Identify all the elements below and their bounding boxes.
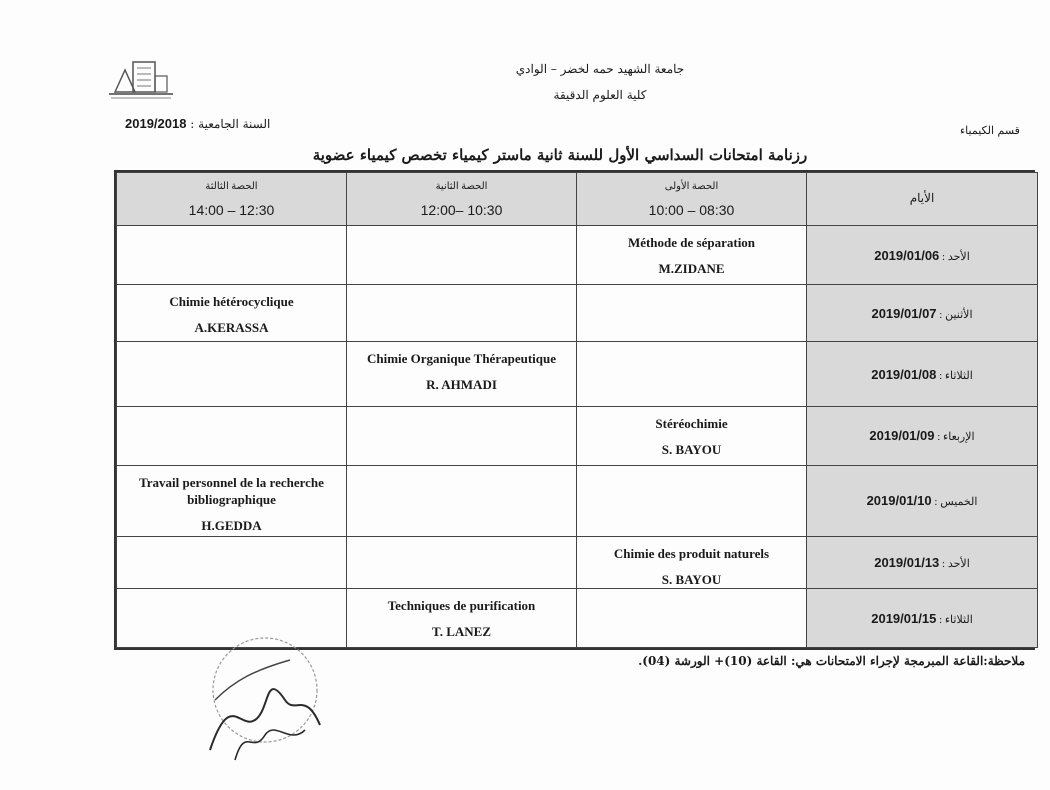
table-row [117, 465, 1038, 536]
exam-cell-s2 [347, 589, 577, 648]
day-name: الأحد : [942, 250, 970, 263]
exam-cell-s1 [577, 536, 807, 589]
professor-name: S. BAYOU [661, 571, 722, 587]
exam-cell-s3 [117, 285, 347, 342]
slot-1-header [577, 173, 807, 226]
table-row [117, 342, 1038, 407]
course-name: Chimie des produit naturels [613, 545, 770, 561]
exam-schedule-table [114, 170, 1035, 650]
exam-cell-s2 [347, 406, 577, 465]
exam-cell-s2 [347, 536, 577, 589]
day-cell [807, 406, 1038, 465]
exam-cell-s3 [117, 342, 347, 407]
exam-cell-s3 [117, 536, 347, 589]
professor-name: T. LANEZ [432, 624, 491, 640]
days-header: الأيام [807, 173, 1038, 226]
day-cell [807, 285, 1038, 342]
exam-date: 2019/01/08 [871, 366, 937, 382]
academic-year-label: السنة الجامعية : [190, 117, 271, 131]
exam-cell-s2 [347, 465, 577, 536]
professor-name: H.GEDDA [201, 517, 262, 533]
course-name: Méthode de séparation [627, 234, 756, 250]
table-row [117, 406, 1038, 465]
exam-cell-s1 [577, 342, 807, 407]
slot-2-header [347, 173, 577, 226]
exam-cell-s1 [577, 465, 807, 536]
exam-date: 2019/01/07 [871, 305, 937, 321]
page-title: رزنامة امتحانات السداسي الأول للسنة ثانية ماستر كيمياء تخصص كيمياء عضوية [312, 146, 808, 164]
table-header-row [117, 173, 1038, 226]
exam-date: 2019/01/10 [866, 493, 932, 509]
table-row [117, 536, 1038, 589]
day-cell [807, 225, 1038, 285]
slot-3-header [117, 173, 347, 226]
day-name: الخميس : [934, 496, 978, 509]
exam-cell-s1 [577, 285, 807, 342]
day-cell [807, 465, 1038, 536]
day-cell [807, 536, 1038, 589]
exam-cell-s3 [117, 406, 347, 465]
note: ملاحظة:القاعة المبرمجة لإجراء الامتحانات هي: القاعة (10)+ الورشة (04). [638, 654, 1025, 668]
day-name: الأحد : [942, 557, 970, 570]
day-name: الثلاثاء : [939, 369, 973, 382]
slot-1-label: الحصة الأولى [664, 181, 719, 192]
exam-date: 2019/01/06 [874, 247, 940, 263]
exam-cell-s1 [577, 406, 807, 465]
professor-name: M.ZIDANE [658, 260, 725, 276]
exam-date: 2019/01/13 [874, 554, 940, 570]
exam-cell-s1 [577, 225, 807, 285]
exam-cell-s2 [347, 342, 577, 407]
academic-year-value: 2019/2018 [125, 116, 187, 131]
course-name: Stéréochimie [655, 415, 728, 431]
course-name: Chimie Organique Thérapeutique [366, 351, 556, 367]
slot-2-label: الحصة الثانية [435, 181, 488, 192]
table-row [117, 285, 1038, 342]
university-name: جامعة الشهيد حمه لخضر – الوادي [515, 62, 685, 76]
signature-stamp [195, 630, 325, 770]
professor-name: R. AHMADI [426, 377, 497, 393]
slot-3-label: الحصة الثالثة [205, 181, 258, 192]
exam-date: 2019/01/09 [869, 428, 935, 444]
day-name: الثلاثاء : [939, 613, 973, 626]
exam-cell-s3 [117, 225, 347, 285]
slot-1-time: 10:00 – 08:30 [648, 202, 735, 218]
course-name: Travail personnel de la recherche bibliographique [139, 474, 324, 507]
day-name: الأثنين : [939, 308, 973, 321]
department-name: قسم الكيمياء [960, 124, 1020, 137]
professor-name: A.KERASSA [194, 320, 269, 336]
course-name: Techniques de purification [387, 598, 536, 614]
university-logo [105, 52, 177, 100]
day-name: الإربعاء : [937, 431, 975, 444]
course-name: Chimie hétérocyclique [169, 294, 294, 310]
professor-name: S. BAYOU [661, 441, 722, 457]
table-row [117, 225, 1038, 285]
slot-3-time: 14:00 – 12:30 [188, 202, 275, 218]
faculty-name: كلية العلوم الدقيقة [553, 88, 647, 102]
exam-date: 2019/01/15 [871, 610, 937, 626]
exam-cell-s2 [347, 285, 577, 342]
exam-cell-s2 [347, 225, 577, 285]
exam-cell-s1 [577, 589, 807, 648]
day-cell [807, 342, 1038, 407]
academic-year [125, 116, 285, 131]
exam-cell-s3 [117, 465, 347, 536]
day-cell [807, 589, 1038, 648]
slot-2-time: 12:00– 10:30 [420, 202, 503, 218]
